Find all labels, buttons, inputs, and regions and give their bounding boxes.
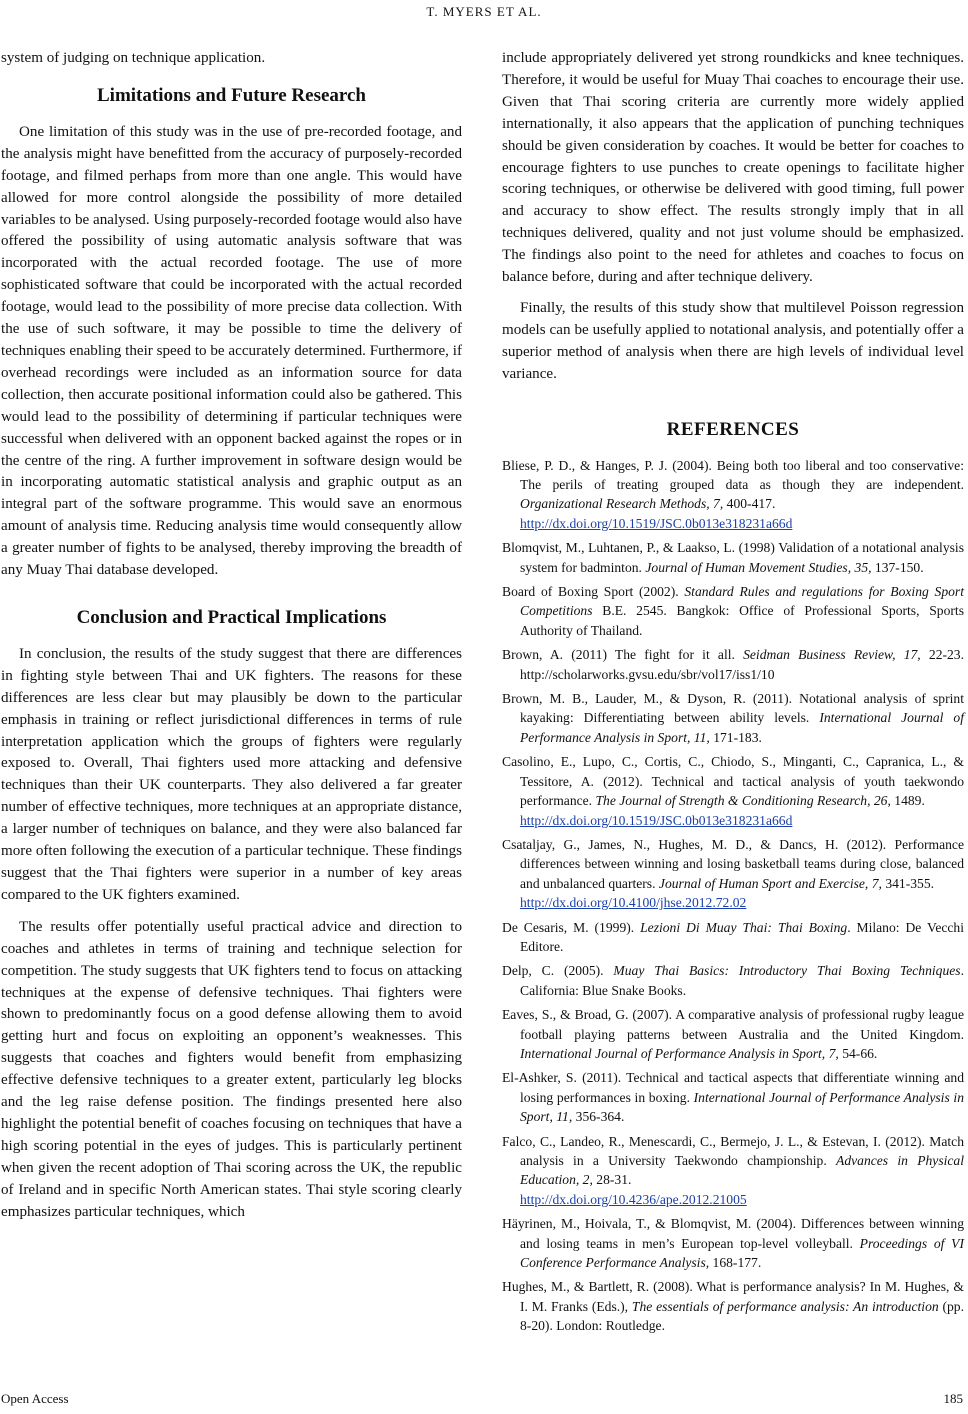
doi-link[interactable]: http://dx.doi.org/10.4100/jhse.2012.72.02 [520, 895, 747, 911]
reference-detail: B.E. 2545. Bangkok: Office of Professional Sports, Sports Authority of Thailand. [520, 603, 964, 638]
reference-item [502, 1277, 964, 1335]
reference-text: Bliese, P. D., & Hanges, P. J. (2004). Being both too liberal and too conservative: The perils of treating grouped data as though they are independent. [502, 457, 964, 492]
reference-source: International Journal of Performance Analysis in Sport, 7, [520, 1045, 839, 1061]
reference-source: Standard Rules and regulations for Boxing Sport Competitions [520, 584, 964, 619]
final-paragraph: Finally, the results of this study show that multilevel Poisson regression models can be usefully applied to notational analysis, and potentially offer a superior method of analysis when there are high levels of individual level variance. [502, 299, 964, 382]
running-header: T. MYERS ET AL. [426, 4, 542, 19]
reference-item [502, 752, 964, 830]
doi-link[interactable]: http://dx.doi.org/10.4236/ape.2012.21005 [520, 1191, 747, 1207]
reference-detail: 168-177. [709, 1255, 762, 1271]
reference-text: Delp, C. (2005). [502, 963, 614, 979]
reference-source: The essentials of performance analysis: An introduction [631, 1298, 939, 1314]
reference-text: Blomqvist, M., Luhtanen, P., & Laakso, L. (1998) Validation of a notational analysis system for badminton. [502, 540, 964, 575]
conclusion-paragraph-2: The results offer potentially useful practical advice and direction to coaches and athletes in terms of training and technique selection for competition. The study suggests that UK fighters tend to focus on attacking techniques at the expense of defensive techniques. Thai fighters were shown to predominantly focus on a good defense allowing them to avoid getting hurt and focus on exploiting an opponent’s weaknesses. This suggests that coaches and fighters would benefit from emphasizing effective defensive techniques to a greater extent, particularly leg blocks and the leg raise defense position. The findings presented here also highlight the potential benefit of coaches focusing on techniques that have a high scoring potential in the eyes of judges. This is particularly pertinent when given the recent adoption of Thai scoring across the UK, the republic of Ireland and in specific North American states. Thai style scoring clearly emphasizes particular techniques, which [1, 918, 462, 1220]
conclusion-heading: Conclusion and Practical Implications [76, 606, 387, 628]
reference-list [502, 456, 964, 1336]
reference-source: International Journal of Performance Analysis in Sport, 11, [520, 710, 964, 745]
reference-detail: 22-23. http://scholarworks.gvsu.edu/sbr/vol17/iss1/10 [520, 647, 965, 682]
reference-item [502, 1005, 964, 1063]
reference-item [502, 456, 964, 534]
reference-text: Eaves, S., & Broad, G. (2007). A comparative analysis of professional rugby league football playing patterns between Australia and the United Kingdom. [502, 1007, 964, 1042]
reference-source: Seidman Business Review, 17, [743, 647, 921, 663]
reference-source: Journal of Human Movement Studies, 35, [645, 559, 872, 575]
reference-source: Proceedings of VI Conference Performance Analysis, [520, 1235, 964, 1271]
reference-item [502, 961, 964, 1000]
reference-detail: (pp. 8-20). London: Routledge. [520, 1298, 964, 1334]
reference-source: International Journal of Performance Analysis in Sport, 11, [520, 1089, 964, 1125]
reference-text: De Cesaris, M. (1999). [502, 919, 641, 935]
reference-detail: 54-66. [838, 1045, 878, 1061]
page-number: 185 [943, 1391, 963, 1406]
reference-text: Häyrinen, M., Hoivala, T., & Blomqvist, M. (2004). Differences between winning and losing teams in men’s European top-level volleyball. [502, 1216, 964, 1251]
reference-source: Organizational Research Methods, 7, [520, 496, 724, 512]
reference-item [502, 918, 964, 957]
reference-item [502, 835, 964, 913]
reference-text: Brown, M. B., Lauder, M., & Dyson, R. (2011). Notational analysis of sprint kayaking: Differentiating between ability levels. [502, 691, 964, 726]
continued-paragraph: system of judging on technique application. [1, 50, 266, 66]
reference-text: Casolino, E., Lupo, C., Cortis, C., Chiodo, S., Minganti, C., Capranica, L., & Tessitore, A. (2012). Technical and tactical analysis of youth taekwondo performance. [502, 754, 964, 809]
reference-item [502, 689, 964, 747]
limitations-heading: Limitations and Future Research [97, 84, 366, 106]
reference-source: Lezioni Di Muay Thai: Thai Boxing [640, 919, 848, 935]
reference-detail: 400-417. [723, 496, 776, 512]
reference-item [502, 1068, 964, 1126]
reference-text: Hughes, M., & Bartlett, R. (2008). What is performance analysis? In M. Hughes, & I. M. Franks (Eds.), [502, 1279, 964, 1314]
reference-detail: 137-150. [871, 559, 924, 575]
reference-item [502, 1132, 964, 1210]
reference-item [502, 582, 964, 640]
reference-detail: 341-355. [881, 875, 935, 891]
reference-detail: 1489. [890, 793, 925, 809]
continued-paragraph-right: include appropriately delivered yet strong roundkicks and knee techniques. Therefore, it would be useful for Muay Thai coaches to encourage their use. Given that Thai scoring criteria are currently more widely applied internationally, it also appears that the application of punching techniques should be given consideration by coaches. It would be better for coaches to encourage fighters to use punches to create openings to facilitate higher scoring techniques, or otherwise be delivered with good timing, full power and accuracy to show effect. The results strongly imply that in all techniques delivered, quality and not just volume should be emphasized. The findings also point to the need for athletes and coaches to focus on balance before, during and after technique delivery. [502, 50, 964, 286]
reference-text: El-Ashker, S. (2011). Technical and tactical aspects that differentiate winning and losing performances in boxing. [502, 1070, 964, 1105]
reference-text: Falco, C., Landeo, R., Menescardi, C., Bermejo, J. L., & Estevan, I. (2012). Match analysis in a University Taekwondo championship. [502, 1133, 964, 1168]
right-column [502, 48, 964, 1341]
doi-link[interactable]: http://dx.doi.org/10.1519/JSC.0b013e318231a66d [520, 515, 793, 531]
reference-item [502, 538, 964, 577]
reference-text: Board of Boxing Sport (2002). [502, 584, 685, 600]
conclusion-paragraph-1: In conclusion, the results of the study suggest that there are differences in fighting style between Thai and UK fighters. The reasons for these differences are less clear but may plausibly be down to the particular emphasis in training or reflect jurisdictional differences in terms of rule interpretation application which the groups of fighters were regularly exposed to. Overall, Thai fighters used more attacking and defensive techniques than their UK counterparts. They also delivered a far greater number of effective techniques, more techniques at an appropriate distance, a larger number of techniques on balance, and they were also balanced far more often following the execution of a particular technique. These findings suggest that the Thai fighters were superior in a number of key areas compared to the UK fighters examined. [1, 645, 462, 903]
references-heading: REFERENCES [666, 418, 800, 440]
reference-detail: 356-364. [572, 1109, 625, 1125]
reference-source: Journal of Human Sport and Exercise, 7, [658, 875, 882, 891]
reference-source: Muay Thai Basics: Introductory Thai Boxing Techniques [613, 963, 961, 979]
reference-item [502, 645, 964, 684]
reference-text: Brown, A. (2011) The fight for it all. [502, 647, 744, 663]
limitations-paragraph: One limitation of this study was in the use of pre-recorded footage, and the analysis might have benefitted from the accuracy of purposely-recorded footage, and filmed perhaps from more than one angle. This would have allowed for more control alongside the possibility of more detailed variables to be analysed. Using purposely-recorded footage would also have offered the possibility of using automatic analysis software that was incorporated with the actual recorded footage. The use of more sophisticated software that could be incorporated with the actual recorded footage, would lead to the possibility of more precise data collection. With the use of such software, it may be possible to time the delivery of techniques enabling their speed to be accurately determined. Furthermore, if overhead recordings were included as an information source for data collection, then accurate positional information could also be gathered. This would lead to the possibility of determining if particular techniques were successful when delivered with an opponent backed against the ropes or in the centre of the ring. A further improvement in software design would be in incorporating automatic statistical analysis and graphic output as an integral part of the software programme. This would save an enormous amount of analysis time. Reducing analysis time would consequently allow a greater number of fights to be analysed, thereby improving the breadth of any Muay Thai database developed. [1, 123, 462, 579]
reference-text: Csataljay, G., James, N., Hughes, M. D., & Dancs, H. (2012). Performance differences between winning and losing basketball teams during close, balanced and unbalanced quarters. [502, 836, 964, 891]
left-column [1, 48, 462, 1224]
reference-detail: 171-183. [709, 729, 762, 745]
reference-detail: 28-31. [592, 1172, 632, 1188]
reference-source: The Journal of Strength & Conditioning Research, 26, [595, 793, 891, 809]
doi-link[interactable]: http://dx.doi.org/10.1519/JSC.0b013e318231a66d [520, 812, 793, 828]
reference-item [502, 1214, 964, 1272]
reference-source: Advances in Physical Education, 2, [520, 1153, 965, 1188]
footer-open-access: Open Access [1, 1391, 69, 1406]
reference-detail: . Milano: De Vecchi Editore. [520, 919, 964, 954]
reference-detail: . California: Blue Snake Books. [520, 963, 965, 998]
